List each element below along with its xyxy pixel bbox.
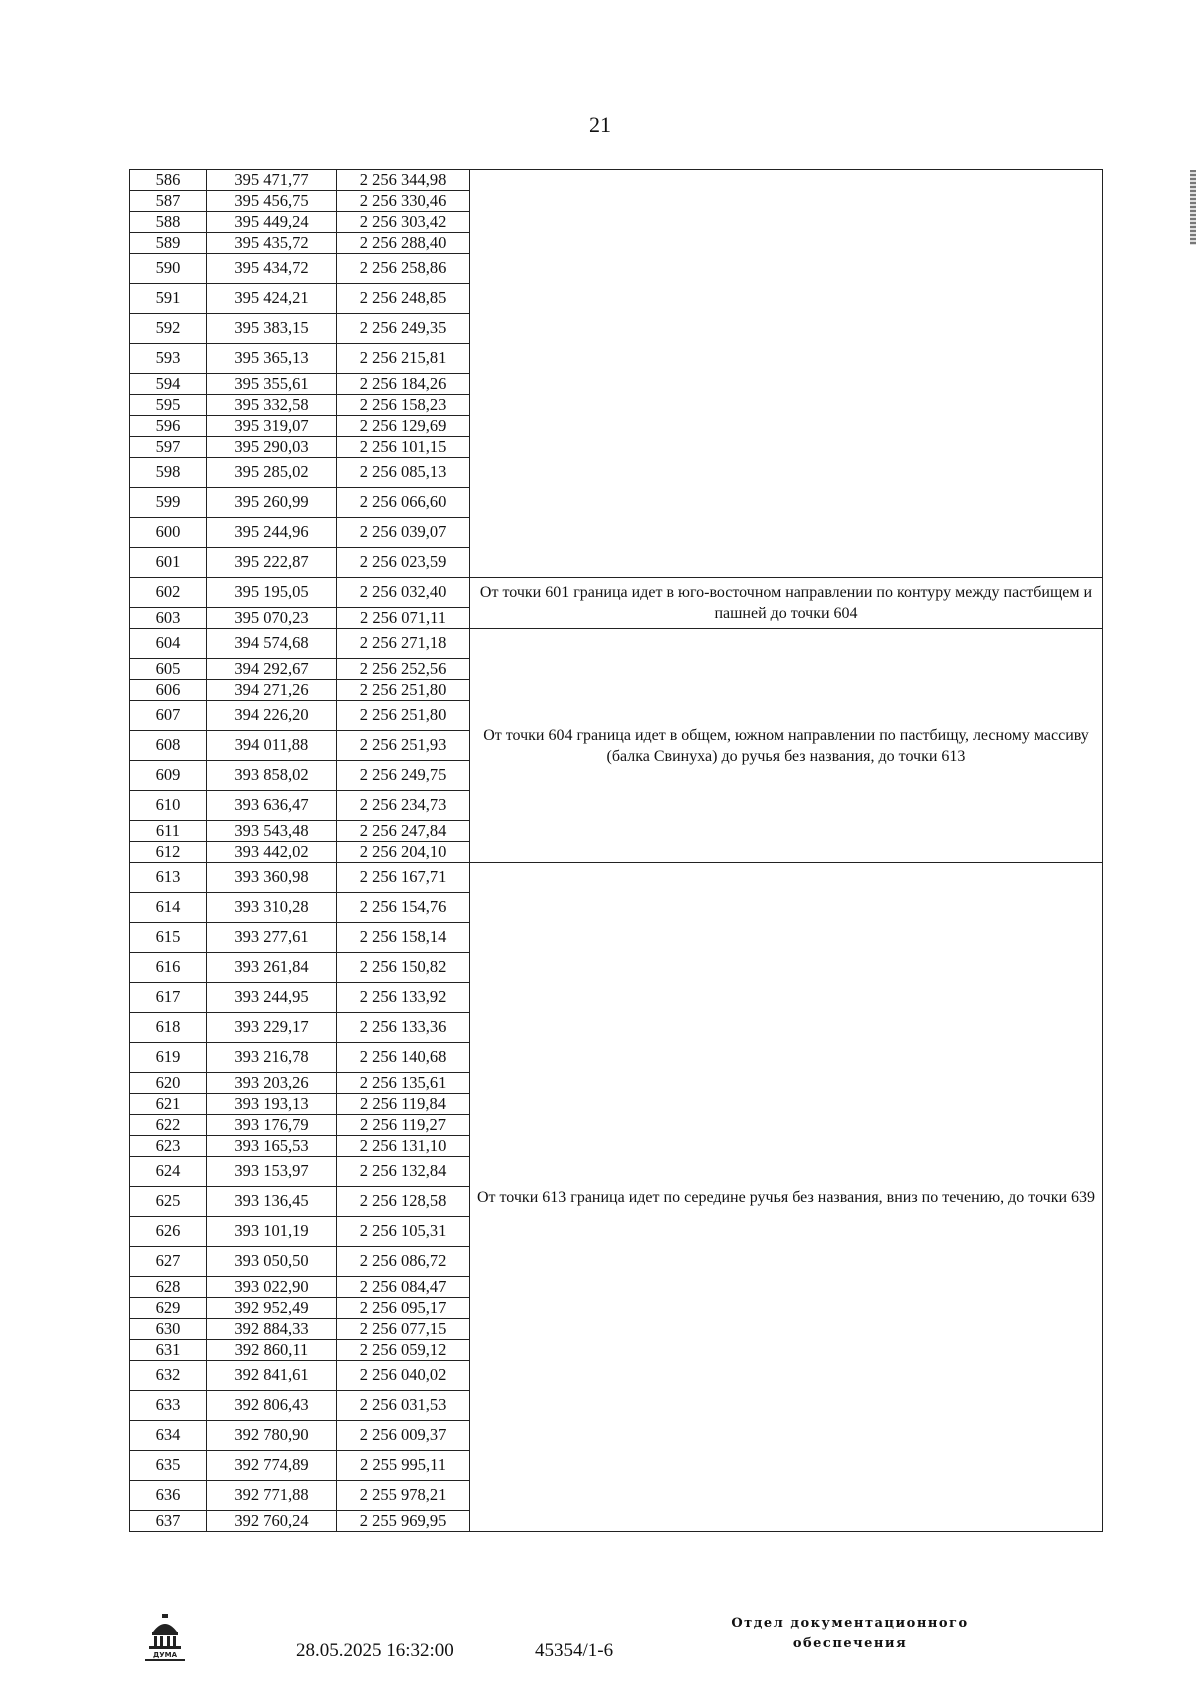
point-number-cell: 604: [130, 629, 207, 659]
y-coordinate-cell: 2 256 247,84: [337, 821, 470, 842]
y-coordinate-cell: 2 256 119,27: [337, 1115, 470, 1136]
y-coordinate-cell: 2 256 009,37: [337, 1421, 470, 1451]
x-coordinate-cell: 393 277,61: [207, 923, 337, 953]
point-number-cell: 593: [130, 344, 207, 374]
point-number-cell: 633: [130, 1391, 207, 1421]
point-number-cell: 612: [130, 842, 207, 863]
point-number-cell: 589: [130, 233, 207, 254]
y-coordinate-cell: 2 256 184,26: [337, 374, 470, 395]
y-coordinate-cell: 2 256 066,60: [337, 488, 470, 518]
footer-date: 28.05.2025 16:32:00: [296, 1640, 454, 1661]
y-coordinate-cell: 2 256 133,92: [337, 983, 470, 1013]
y-coordinate-cell: 2 256 258,86: [337, 254, 470, 284]
y-coordinate-cell: 2 256 251,93: [337, 731, 470, 761]
x-coordinate-cell: 393 858,02: [207, 761, 337, 791]
coordinates-table-body: [130, 170, 1103, 1532]
x-coordinate-cell: 393 101,19: [207, 1217, 337, 1247]
y-coordinate-cell: 2 256 167,71: [337, 863, 470, 893]
x-coordinate-cell: 393 442,02: [207, 842, 337, 863]
boundary-description-cell: От точки 601 граница идет в юго-восточном направлении по контуру между пастбищем и пашней до точки 604: [470, 578, 1103, 629]
x-coordinate-cell: 395 456,75: [207, 191, 337, 212]
x-coordinate-cell: 394 292,67: [207, 659, 337, 680]
x-coordinate-cell: 395 365,13: [207, 344, 337, 374]
y-coordinate-cell: 2 256 140,68: [337, 1043, 470, 1073]
boundary-description-cell: От точки 613 граница идет по середине ручья без названия, вниз по течению, до точки 639: [470, 863, 1103, 1532]
x-coordinate-cell: 395 383,15: [207, 314, 337, 344]
x-coordinate-cell: 394 226,20: [207, 701, 337, 731]
x-coordinate-cell: 393 636,47: [207, 791, 337, 821]
x-coordinate-cell: 395 355,61: [207, 374, 337, 395]
point-number-cell: 599: [130, 488, 207, 518]
point-number-cell: 607: [130, 701, 207, 731]
footer-department: [700, 1614, 1000, 1654]
point-number-cell: 619: [130, 1043, 207, 1073]
y-coordinate-cell: 2 256 271,18: [337, 629, 470, 659]
point-number-cell: 617: [130, 983, 207, 1013]
point-number-cell: 591: [130, 284, 207, 314]
point-number-cell: 600: [130, 518, 207, 548]
y-coordinate-cell: 2 256 086,72: [337, 1247, 470, 1277]
point-number-cell: 588: [130, 212, 207, 233]
footer-department-line2: обеспечения: [792, 1636, 908, 1651]
y-coordinate-cell: 2 256 135,61: [337, 1073, 470, 1094]
y-coordinate-cell: 2 256 071,11: [337, 608, 470, 629]
x-coordinate-cell: 392 952,49: [207, 1298, 337, 1319]
point-number-cell: 609: [130, 761, 207, 791]
boundary-description-cell: От точки 604 граница идет в общем, южном направлении по пастбищу, лесному массиву (балка Свинуха) до ручья без названия, до точки 613: [470, 629, 1103, 863]
x-coordinate-cell: 394 271,26: [207, 680, 337, 701]
point-number-cell: 616: [130, 953, 207, 983]
x-coordinate-cell: 392 841,61: [207, 1361, 337, 1391]
y-coordinate-cell: 2 256 023,59: [337, 548, 470, 578]
y-coordinate-cell: 2 256 288,40: [337, 233, 470, 254]
x-coordinate-cell: 392 760,24: [207, 1511, 337, 1532]
y-coordinate-cell: 2 256 040,02: [337, 1361, 470, 1391]
y-coordinate-cell: 2 256 031,53: [337, 1391, 470, 1421]
y-coordinate-cell: 2 256 150,82: [337, 953, 470, 983]
x-coordinate-cell: 393 229,17: [207, 1013, 337, 1043]
x-coordinate-cell: 393 136,45: [207, 1187, 337, 1217]
point-number-cell: 601: [130, 548, 207, 578]
footer-doc-number: 45354/1-6: [535, 1640, 614, 1661]
point-number-cell: 586: [130, 170, 207, 191]
x-coordinate-cell: 393 165,53: [207, 1136, 337, 1157]
point-number-cell: 625: [130, 1187, 207, 1217]
y-coordinate-cell: 2 256 252,56: [337, 659, 470, 680]
point-number-cell: 608: [130, 731, 207, 761]
y-coordinate-cell: 2 255 969,95: [337, 1511, 470, 1532]
x-coordinate-cell: 395 435,72: [207, 233, 337, 254]
x-coordinate-cell: 395 285,02: [207, 458, 337, 488]
point-number-cell: 602: [130, 578, 207, 608]
point-number-cell: 623: [130, 1136, 207, 1157]
y-coordinate-cell: 2 256 032,40: [337, 578, 470, 608]
y-coordinate-cell: 2 256 249,35: [337, 314, 470, 344]
point-number-cell: 621: [130, 1094, 207, 1115]
x-coordinate-cell: 394 011,88: [207, 731, 337, 761]
x-coordinate-cell: 392 860,11: [207, 1340, 337, 1361]
y-coordinate-cell: 2 256 344,98: [337, 170, 470, 191]
logo-text: ДУМА: [152, 1651, 178, 1659]
table-row: [130, 629, 1103, 659]
x-coordinate-cell: 393 244,95: [207, 983, 337, 1013]
point-number-cell: 626: [130, 1217, 207, 1247]
point-number-cell: 597: [130, 437, 207, 458]
y-coordinate-cell: 2 256 119,84: [337, 1094, 470, 1115]
y-coordinate-cell: 2 256 330,46: [337, 191, 470, 212]
x-coordinate-cell: 392 771,88: [207, 1481, 337, 1511]
point-number-cell: 596: [130, 416, 207, 437]
y-coordinate-cell: 2 256 085,13: [337, 458, 470, 488]
x-coordinate-cell: 393 022,90: [207, 1277, 337, 1298]
y-coordinate-cell: 2 256 077,15: [337, 1319, 470, 1340]
coordinates-table: [129, 169, 1103, 1532]
x-coordinate-cell: 393 153,97: [207, 1157, 337, 1187]
y-coordinate-cell: 2 256 131,10: [337, 1136, 470, 1157]
x-coordinate-cell: 393 261,84: [207, 953, 337, 983]
point-number-cell: 594: [130, 374, 207, 395]
y-coordinate-cell: 2 256 215,81: [337, 344, 470, 374]
point-number-cell: 637: [130, 1511, 207, 1532]
y-coordinate-cell: 2 256 249,75: [337, 761, 470, 791]
point-number-cell: 613: [130, 863, 207, 893]
point-number-cell: 595: [130, 395, 207, 416]
point-number-cell: 622: [130, 1115, 207, 1136]
boundary-description-cell: [470, 170, 1103, 578]
x-coordinate-cell: 395 319,07: [207, 416, 337, 437]
x-coordinate-cell: 395 434,72: [207, 254, 337, 284]
point-number-cell: 635: [130, 1451, 207, 1481]
table-row: [130, 863, 1103, 893]
y-coordinate-cell: 2 256 158,23: [337, 395, 470, 416]
x-coordinate-cell: 393 193,13: [207, 1094, 337, 1115]
x-coordinate-cell: 394 574,68: [207, 629, 337, 659]
y-coordinate-cell: 2 256 039,07: [337, 518, 470, 548]
y-coordinate-cell: 2 256 251,80: [337, 680, 470, 701]
point-number-cell: 611: [130, 821, 207, 842]
x-coordinate-cell: 392 884,33: [207, 1319, 337, 1340]
x-coordinate-cell: 395 070,23: [207, 608, 337, 629]
table-row: [130, 578, 1103, 608]
y-coordinate-cell: 2 256 204,10: [337, 842, 470, 863]
point-number-cell: 636: [130, 1481, 207, 1511]
point-number-cell: 634: [130, 1421, 207, 1451]
point-number-cell: 631: [130, 1340, 207, 1361]
y-coordinate-cell: 2 256 158,14: [337, 923, 470, 953]
x-coordinate-cell: 392 774,89: [207, 1451, 337, 1481]
point-number-cell: 624: [130, 1157, 207, 1187]
point-number-cell: 630: [130, 1319, 207, 1340]
y-coordinate-cell: 2 255 995,11: [337, 1451, 470, 1481]
y-coordinate-cell: 2 256 128,58: [337, 1187, 470, 1217]
x-coordinate-cell: 393 360,98: [207, 863, 337, 893]
point-number-cell: 605: [130, 659, 207, 680]
x-coordinate-cell: 393 543,48: [207, 821, 337, 842]
point-number-cell: 610: [130, 791, 207, 821]
y-coordinate-cell: 2 256 303,42: [337, 212, 470, 233]
point-number-cell: 598: [130, 458, 207, 488]
x-coordinate-cell: 395 424,21: [207, 284, 337, 314]
x-coordinate-cell: 395 471,77: [207, 170, 337, 191]
scan-artifact-strip: [1190, 170, 1196, 245]
y-coordinate-cell: 2 256 101,15: [337, 437, 470, 458]
point-number-cell: 587: [130, 191, 207, 212]
y-coordinate-cell: 2 256 248,85: [337, 284, 470, 314]
y-coordinate-cell: 2 256 133,36: [337, 1013, 470, 1043]
x-coordinate-cell: 393 050,50: [207, 1247, 337, 1277]
x-coordinate-cell: 393 310,28: [207, 893, 337, 923]
x-coordinate-cell: 395 222,87: [207, 548, 337, 578]
x-coordinate-cell: 392 780,90: [207, 1421, 337, 1451]
x-coordinate-cell: 393 176,79: [207, 1115, 337, 1136]
y-coordinate-cell: 2 256 084,47: [337, 1277, 470, 1298]
y-coordinate-cell: 2 256 132,84: [337, 1157, 470, 1187]
y-coordinate-cell: 2 256 129,69: [337, 416, 470, 437]
duma-logo-icon: [143, 1610, 187, 1662]
y-coordinate-cell: 2 255 978,21: [337, 1481, 470, 1511]
point-number-cell: 603: [130, 608, 207, 629]
point-number-cell: 592: [130, 314, 207, 344]
x-coordinate-cell: 393 203,26: [207, 1073, 337, 1094]
y-coordinate-cell: 2 256 095,17: [337, 1298, 470, 1319]
x-coordinate-cell: 395 332,58: [207, 395, 337, 416]
point-number-cell: 606: [130, 680, 207, 701]
x-coordinate-cell: 392 806,43: [207, 1391, 337, 1421]
y-coordinate-cell: 2 256 251,80: [337, 701, 470, 731]
y-coordinate-cell: 2 256 154,76: [337, 893, 470, 923]
point-number-cell: 618: [130, 1013, 207, 1043]
point-number-cell: 620: [130, 1073, 207, 1094]
x-coordinate-cell: 395 260,99: [207, 488, 337, 518]
point-number-cell: 614: [130, 893, 207, 923]
footer-department-line1: Отдел документационного: [731, 1616, 969, 1631]
point-number-cell: 590: [130, 254, 207, 284]
x-coordinate-cell: 395 290,03: [207, 437, 337, 458]
page-number: 21: [589, 112, 611, 137]
point-number-cell: 629: [130, 1298, 207, 1319]
y-coordinate-cell: 2 256 105,31: [337, 1217, 470, 1247]
point-number-cell: 628: [130, 1277, 207, 1298]
x-coordinate-cell: 395 449,24: [207, 212, 337, 233]
x-coordinate-cell: 395 195,05: [207, 578, 337, 608]
x-coordinate-cell: 395 244,96: [207, 518, 337, 548]
x-coordinate-cell: 393 216,78: [207, 1043, 337, 1073]
point-number-cell: 615: [130, 923, 207, 953]
point-number-cell: 627: [130, 1247, 207, 1277]
y-coordinate-cell: 2 256 234,73: [337, 791, 470, 821]
point-number-cell: 632: [130, 1361, 207, 1391]
table-row: [130, 170, 1103, 191]
y-coordinate-cell: 2 256 059,12: [337, 1340, 470, 1361]
